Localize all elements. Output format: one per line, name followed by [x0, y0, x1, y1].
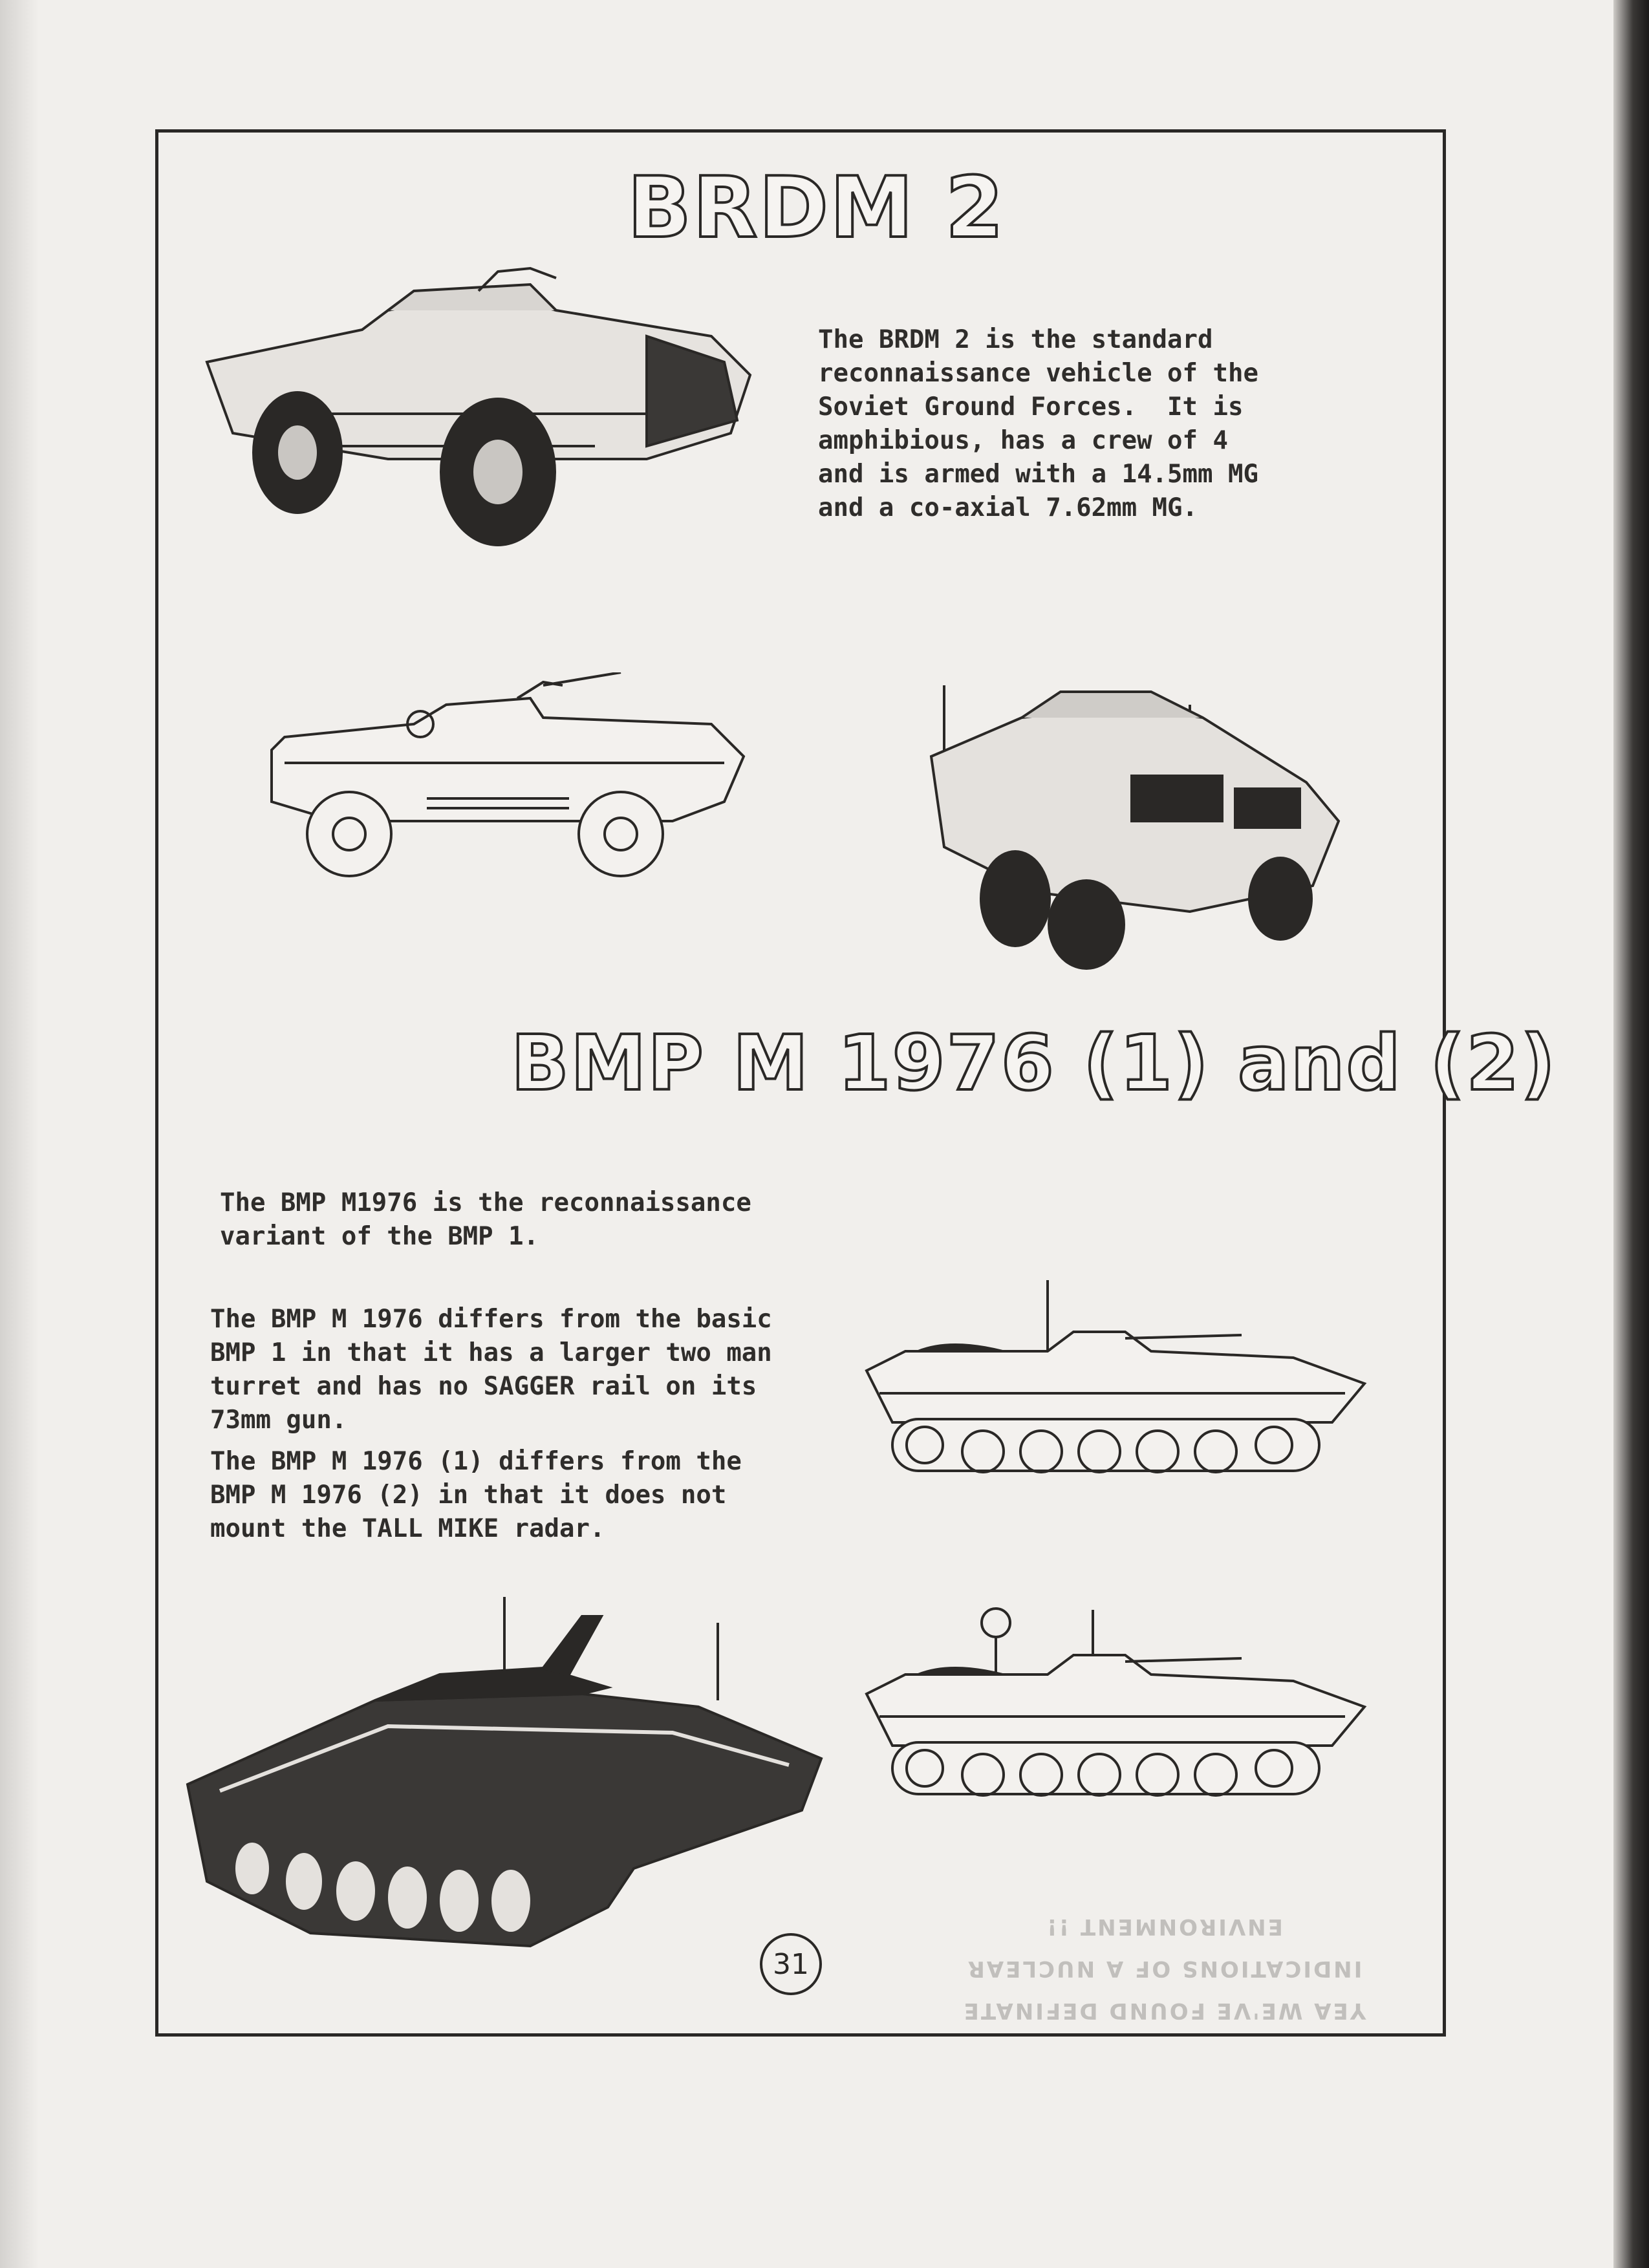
stamp-line-3: ENVIRONMENT !! — [1045, 1914, 1283, 1940]
bmp-photo-illustration — [181, 1597, 828, 1959]
bmp-side-view-2-illustration — [854, 1603, 1371, 1817]
brdm-photo-illustration — [194, 265, 763, 550]
brdm-side-view-illustration — [259, 672, 757, 892]
stamp-line-1: YEA WE'VE FOUND DEFINATE — [962, 1998, 1366, 2024]
show-through-stamp — [931, 1888, 1397, 2037]
bmp-variants-text: The BMP M 1976 (1) differs from the BMP M 1976 (2) in that it does not mount the TALL MIKE radar. — [210, 1447, 742, 1543]
brdm-description: The BRDM 2 is the standard reconnaissance vehicle of the Soviet Ground Forces. It is amphibious, has a crew of 4 and is armed with a 14.5mm MG and a co-axial 7.62mm MG. — [818, 325, 1258, 522]
brdm-heading: BRDM 2 — [627, 158, 1006, 257]
bmp-intro-text: The BMP M1976 is the reconnaissance variant of the BMP 1. — [220, 1188, 751, 1251]
bmp-heading: BMP M 1976 (1) and (2) — [511, 1018, 1557, 1107]
bmp-side-view-1-illustration — [854, 1280, 1371, 1500]
brdm-front-photo-illustration — [918, 679, 1358, 970]
page-number: 31 — [760, 1933, 822, 1995]
bmp-differences-text: The BMP M 1976 differs from the basic BMP 1 in that it has a larger two man turret and has no SAGGER rail on its 73mm gun. — [210, 1305, 772, 1435]
binding-edge — [1613, 0, 1649, 2268]
stamp-line-2: INDICATIONS OF A NUCLEAR — [965, 1956, 1363, 1982]
page-shadow — [0, 0, 39, 2268]
